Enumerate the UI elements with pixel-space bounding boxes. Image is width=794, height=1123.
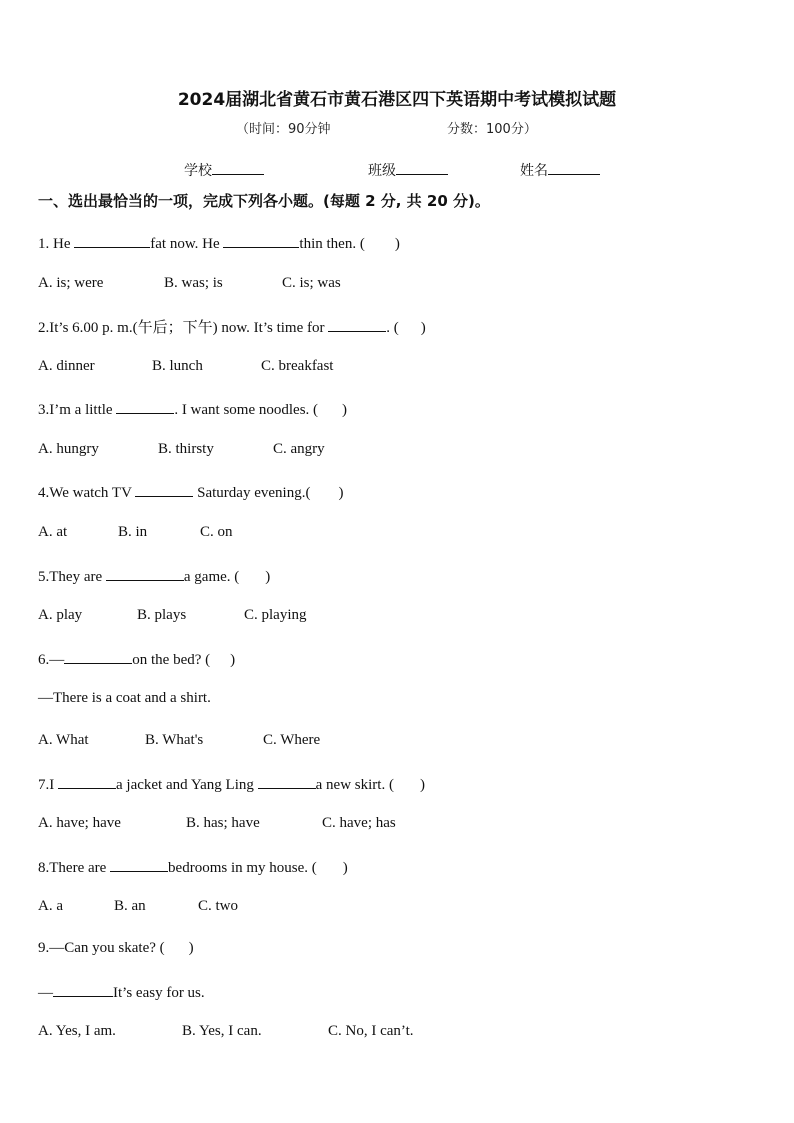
question-7-options [38,815,396,832]
answer-blank [110,857,168,872]
school-label: 学校 [184,163,212,179]
answer-blank [64,649,132,664]
option: C. Where [263,732,321,748]
option: C. two [198,898,239,914]
question-2-options [38,358,333,375]
question-9-answer: — It’s easy for us. [38,982,205,1002]
option: B. lunch [152,358,203,374]
option: C. is; was [282,275,341,291]
question-9-options [38,1023,414,1040]
question-1-options [38,275,341,292]
option: B. What's [145,732,204,748]
option: A. play [38,607,83,623]
option: A. hungry [38,441,99,457]
option: B. plays [137,607,187,623]
question-4: 4.We watch TV Saturday evening.( ) [38,482,343,502]
option: B. thirsty [158,441,214,457]
answer-blank [258,774,316,789]
name-field [520,160,600,180]
answer-blank [53,982,113,997]
option: C. breakfast [261,358,334,374]
class-field [368,160,448,180]
option: A. Yes, I am. [38,1023,116,1039]
name-blank [548,160,600,175]
question-2: 2.It’s 6.00 p. m.(午后；下午) now. It’s time for . ( ) [38,316,426,337]
question-5: 5.They are a game. ( ) [38,566,270,586]
option: A. is; were [38,275,104,291]
option: B. was; is [164,275,223,291]
school-blank [212,160,264,175]
answer-blank [116,399,174,414]
option: C. on [200,524,233,540]
total-score: 分数：100分） [447,122,537,137]
option: B. in [118,524,148,540]
answer-blank [106,566,184,581]
question-5-options [38,607,307,624]
answer-blank [135,482,193,497]
option: A. have; have [38,815,121,831]
question-8-options [38,898,238,915]
option: A. at [38,524,68,540]
option: A. What [38,732,89,748]
section-heading: 一、选出最恰当的一项，完成下列各小题。(每题 2 分, 共 20 分)。 [38,192,490,210]
question-8: 8.There are bedrooms in my house. ( ) [38,857,348,877]
option: A. dinner [38,358,95,374]
option: B. Yes, I can. [182,1023,262,1039]
option: C. No, I can’t. [328,1023,414,1039]
exam-title: 2024届湖北省黄石市黄石港区四下英语期中考试模拟试题 [177,90,617,110]
question-4-options [38,524,233,541]
question-6: 6.— on the bed? ( ) [38,649,235,669]
question-6-options [38,732,320,749]
question-9: 9.—Can you skate? ( ) [38,940,194,956]
option: C. playing [244,607,307,623]
option: C. angry [273,441,325,457]
question-3: 3.I’m a little . I want some noodles. ( ) [38,399,347,419]
name-label: 姓名 [520,163,548,179]
class-blank [396,160,448,175]
time-limit: （时间：90分钟 [236,122,331,137]
option: C. have; has [322,815,396,831]
question-6-answer: —There is a coat and a shirt. [38,690,211,706]
option: B. an [114,898,146,914]
answer-blank [58,774,116,789]
question-1: 1. He fat now. He thin then. ( ) [38,233,400,253]
question-7: 7.I a jacket and Yang Ling a new skirt. ( ) [38,774,425,794]
class-label: 班级 [368,163,396,179]
school-field [184,160,264,180]
answer-blank [223,233,299,248]
question-3-options [38,441,325,458]
option: B. has; have [186,815,260,831]
answer-blank [74,233,150,248]
option: A. a [38,898,63,914]
answer-blank [328,317,386,332]
